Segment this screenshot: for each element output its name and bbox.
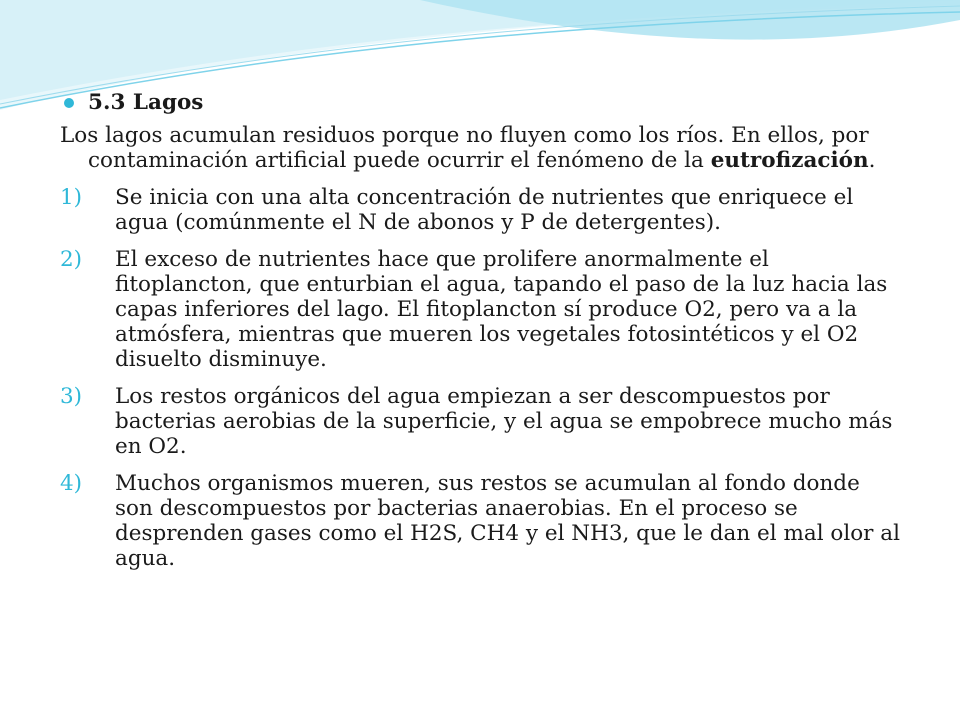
bullet-dot-icon [64,98,74,108]
intro-text-before: Los lagos acumulan residuos porque no fluyen como los ríos. En ellos, por contaminación artificial puede ocurrir el fenómeno de la [60,123,869,173]
list-item [60,247,900,372]
step-text: Se inicia con una alta concentración de nutrientes que enriquece el agua (comúnmente el N de abonos y P de detergentes). [115,185,854,235]
intro-bold-term: eutrofización [710,148,869,173]
steps-list [60,185,900,571]
section-heading [60,90,900,115]
list-item [60,471,900,571]
slide-content [60,90,900,583]
step-number: 1) [60,185,83,210]
step-text: El exceso de nutrientes hace que prolifere anormalmente el fitoplancton, que enturbian el agua, tapando el paso de la luz hacia las capas inferiores del lago. El fitoplancton sí produce O2, pero va a la atmósfera, mientras que mueren los vegetales fotosintéticos y el O2 disuelto disminuye. [115,247,888,372]
list-item [60,185,900,235]
heading-text: 5.3 Lagos [88,90,204,115]
step-text: Los restos orgánicos del agua empiezan a ser descompuestos por bacterias aerobias de la superficie, y el agua se empobrece mucho más en O2. [115,384,893,459]
list-item [60,384,900,459]
step-text: Muchos organismos mueren, sus restos se acumulan al fondo donde son descompuestos por bacterias anaerobias. En el proceso se desprenden gases como el H2S, CH4 y el NH3, que le dan el mal olor al agua. [115,471,900,571]
intro-paragraph [60,123,900,173]
step-number: 3) [60,384,83,409]
step-number: 2) [60,247,83,272]
step-number: 4) [60,471,83,496]
intro-text-after: . [868,148,876,173]
